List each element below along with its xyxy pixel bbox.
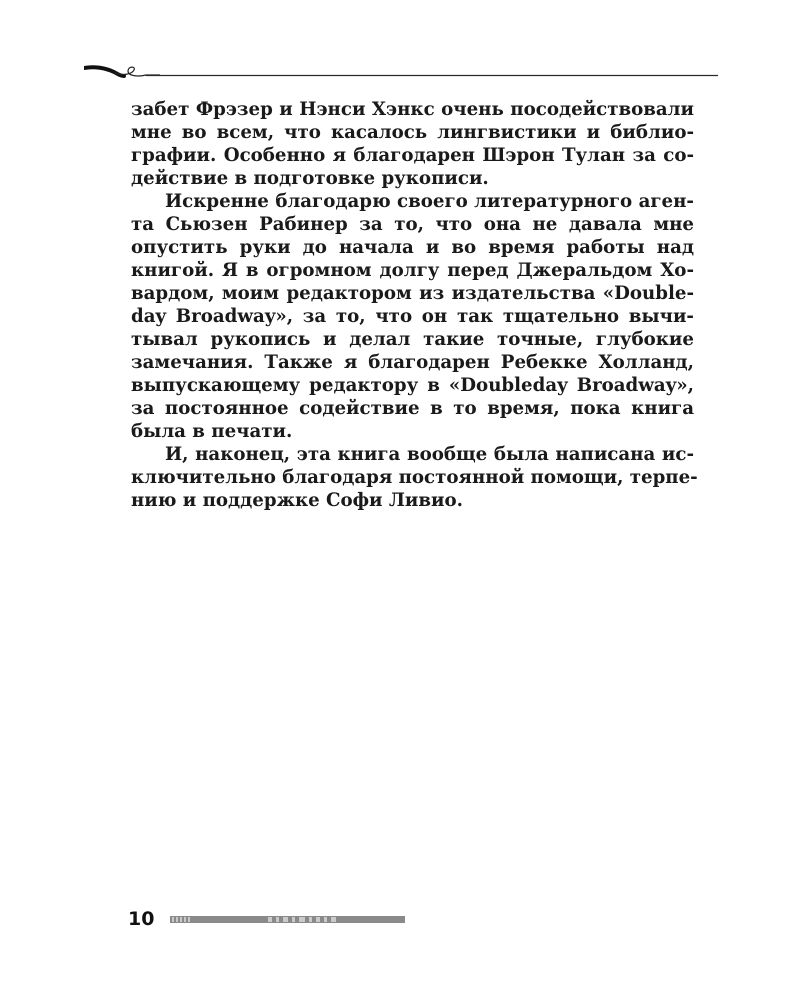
text-line: та Сьюзен Рабинер за то, что она не давала мне [131, 214, 694, 235]
footer-running-bar [170, 915, 405, 924]
text-line: была в печати. [131, 421, 293, 442]
text-line: нию и поддержке Софи Ливио. [131, 490, 463, 511]
text-line: книгой. Я в огромном долгу перед Джеральдом Хо- [131, 260, 694, 281]
text-line: day Broadway», за то, что он так тщательно вычи- [131, 306, 694, 327]
text-line: И, наконец, эта книга вообще была написана ис- [165, 444, 694, 465]
page-footer [128, 905, 418, 935]
flourish-loop [114, 67, 160, 76]
quill-flourish-icon [84, 67, 124, 76]
text-line: вардом, моим редактором из издательства «Double- [131, 283, 694, 304]
page-number: 10 [128, 908, 155, 930]
text-line: опустить руки до начала и во время работы над [131, 237, 694, 258]
text-line: замечания. Также я благодарен Ребекке Холланд, [131, 352, 694, 373]
text-line: ключительно благодаря постоянной помощи, терпе- [131, 467, 698, 488]
header-ornament-rule [84, 60, 718, 90]
text-line: Искренне благодарю своего литературного аген- [165, 191, 694, 212]
text-line: тывал рукопись и делал такие точные, глубокие [131, 329, 694, 350]
text-line: выпускающему редактору в «Doubleday Broadway», [131, 375, 694, 396]
text-line: графии. Особенно я благодарен Шэрон Тулан за со- [131, 145, 694, 166]
text-line: мне во всем, что касалось лингвистики и библио- [131, 122, 694, 143]
text-line: за постоянное содействие в то время, пока книга [131, 398, 694, 419]
text-line: действие в подготовке рукописи. [131, 168, 489, 189]
text-line: забет Фрэзер и Нэнси Хэнкс очень посодействовали [131, 99, 694, 120]
body-text [131, 98, 698, 512]
